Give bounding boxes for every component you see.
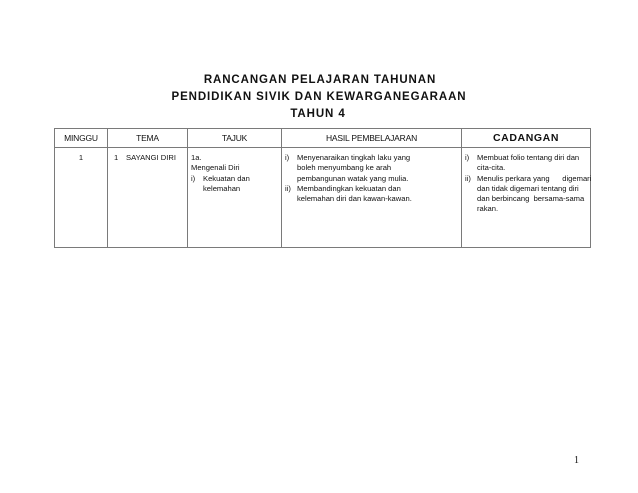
title-line-2: PENDIDIKAN SIVIK DAN KEWARGANEGARAAN bbox=[171, 91, 467, 103]
header-cadangan: CADANGAN bbox=[462, 129, 591, 148]
cadangan-item-marker: ii) bbox=[465, 173, 471, 183]
cell-hasil-pembelajaran bbox=[282, 148, 462, 248]
cadangan-item-line: dan berbincang bersama-sama bbox=[477, 194, 585, 204]
hasil-item-line: kelemahan diri dan kawan-kawan. bbox=[297, 194, 412, 204]
cell-tajuk bbox=[188, 148, 282, 248]
cadangan-item-marker: i) bbox=[465, 153, 470, 162]
hasil-item-line: Menyenaraikan tingkah laku yang bbox=[297, 153, 411, 162]
cell-cadangan bbox=[462, 148, 591, 248]
header-hasil-pembelajaran: HASIL PEMBELAJARAN bbox=[282, 129, 462, 148]
hasil-item bbox=[285, 184, 461, 205]
cell-minggu bbox=[55, 148, 108, 248]
hasil-item-line: pembangunan watak yang mulia. bbox=[297, 173, 409, 183]
cadangan-item-line: dan tidak digemari tentang diri bbox=[477, 183, 579, 193]
cadangan-item-line: rakan. bbox=[477, 204, 499, 214]
cadangan-item bbox=[465, 153, 590, 174]
title-line-3: TAHUN 4 bbox=[290, 108, 346, 120]
cell-tema bbox=[108, 148, 188, 248]
tajuk-item-marker: i) bbox=[191, 173, 196, 183]
hasil-item bbox=[285, 153, 461, 184]
cadangan-item-line: cita-cita. bbox=[477, 163, 506, 173]
tema-value: SAYANGI DIRI bbox=[126, 153, 176, 162]
header-minggu: MINGGU bbox=[55, 129, 108, 148]
table-header-row bbox=[55, 129, 591, 148]
document-title bbox=[0, 72, 638, 123]
tajuk-item-line: Kekuatan dan bbox=[203, 173, 250, 183]
cadangan-item bbox=[465, 174, 590, 215]
tajuk-item-line: kelemahan bbox=[203, 183, 241, 193]
cadangan-item-line: Menulis perkara yang digemari bbox=[477, 173, 592, 183]
title-line-1: RANCANGAN PELAJARAN TAHUNAN bbox=[203, 74, 437, 86]
tema-number: 1 bbox=[114, 153, 119, 162]
hasil-item-line: Membandingkan kekuatan dan bbox=[297, 183, 401, 193]
page-number: 1 bbox=[574, 455, 579, 466]
header-tajuk: TAJUK bbox=[188, 129, 282, 148]
minggu-value: 1 bbox=[78, 153, 84, 162]
hasil-item-marker: i) bbox=[285, 153, 290, 162]
header-tema: TEMA bbox=[108, 129, 188, 148]
cadangan-item-line: Membuat folio tentang diri dan bbox=[477, 153, 580, 162]
lesson-plan-table bbox=[54, 128, 591, 248]
tajuk-code: 1a. bbox=[191, 153, 202, 162]
tajuk-title: Mengenali Diri bbox=[191, 163, 240, 173]
table-row bbox=[55, 148, 591, 248]
hasil-item-marker: ii) bbox=[285, 183, 291, 193]
hasil-item-line: boleh menyumbang ke arah bbox=[297, 163, 392, 173]
tajuk-item bbox=[191, 174, 281, 195]
